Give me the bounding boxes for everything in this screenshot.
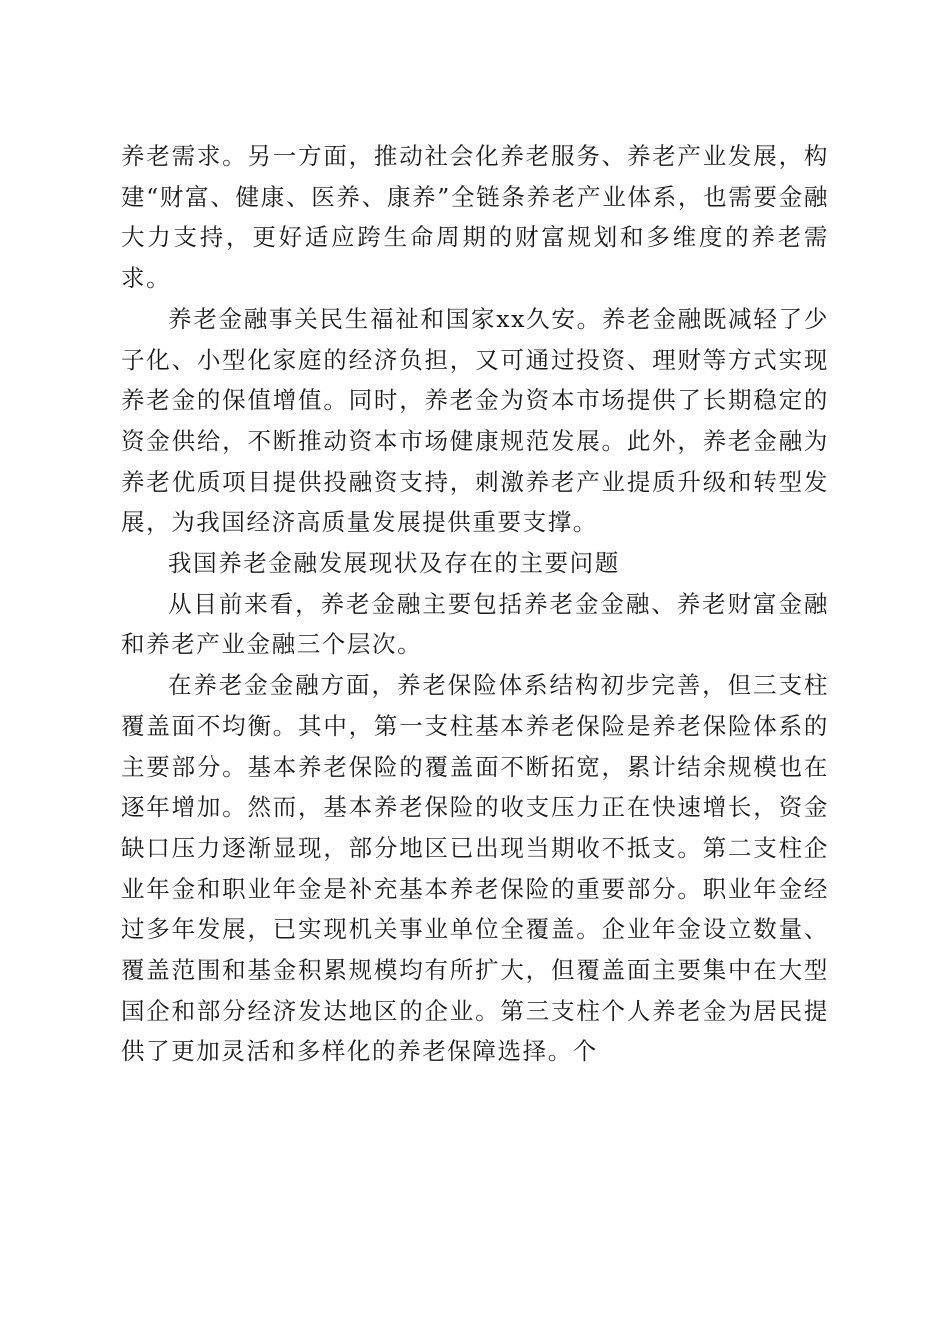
paragraph-2: 养老金融事关民生福祉和国家xx久安。养老金融既减轻了少子化、小型化家庭的经济负担，又可通过投资、理财等方式实现养老金的保值增值。同时，养老金为资本市场提供了长期稳定的资金供给，不断推动资本市场健康规范发展。此外，养老金融为养老优质项目提供投融资支持，刺激养老产业提质升级和转型发展，为我国经济高质量发展提供重要支撑。 xyxy=(121,304,829,537)
document-body xyxy=(121,136,829,1072)
section-heading: 我国养老金融发展现状及存在的主要问题 xyxy=(168,549,620,578)
paragraph-1: 养老需求。另一方面，推动社会化养老服务、养老产业发展，构建“财富、健康、医养、康养”全链条养老产业体系，也需要金融大力支持，更好适应跨生命周期的财富规划和多维度的养老需求。 xyxy=(121,142,829,293)
paragraph-4: 在养老金金融方面，养老保险体系结构初步完善，但三支柱覆盖面不均衡。其中，第一支柱基本养老保险是养老保险体系的主要部分。基本养老保险的覆盖面不断拓宽，累计结余规模也在逐年增加。然而，基本养老保险的收支压力正在快速增长，资金缺口压力逐渐显现，部分地区已出现当期收不抵支。第二支柱企业年金和职业年金是补充基本养老保险的重要部分。职业年金经过多年发展，已实现机关事业单位全覆盖。企业年金设立数量、覆盖范围和基金积累规模均有所扩大，但覆盖面主要集中在大型国企和部分经济发达地区的企业。第三支柱个人养老金为居民提供了更加灵活和多样化的养老保障选择。个 xyxy=(121,671,829,1066)
paragraph-3: 从目前来看，养老金融主要包括养老金金融、养老财富金融和养老产业金融三个层次。 xyxy=(121,589,829,659)
